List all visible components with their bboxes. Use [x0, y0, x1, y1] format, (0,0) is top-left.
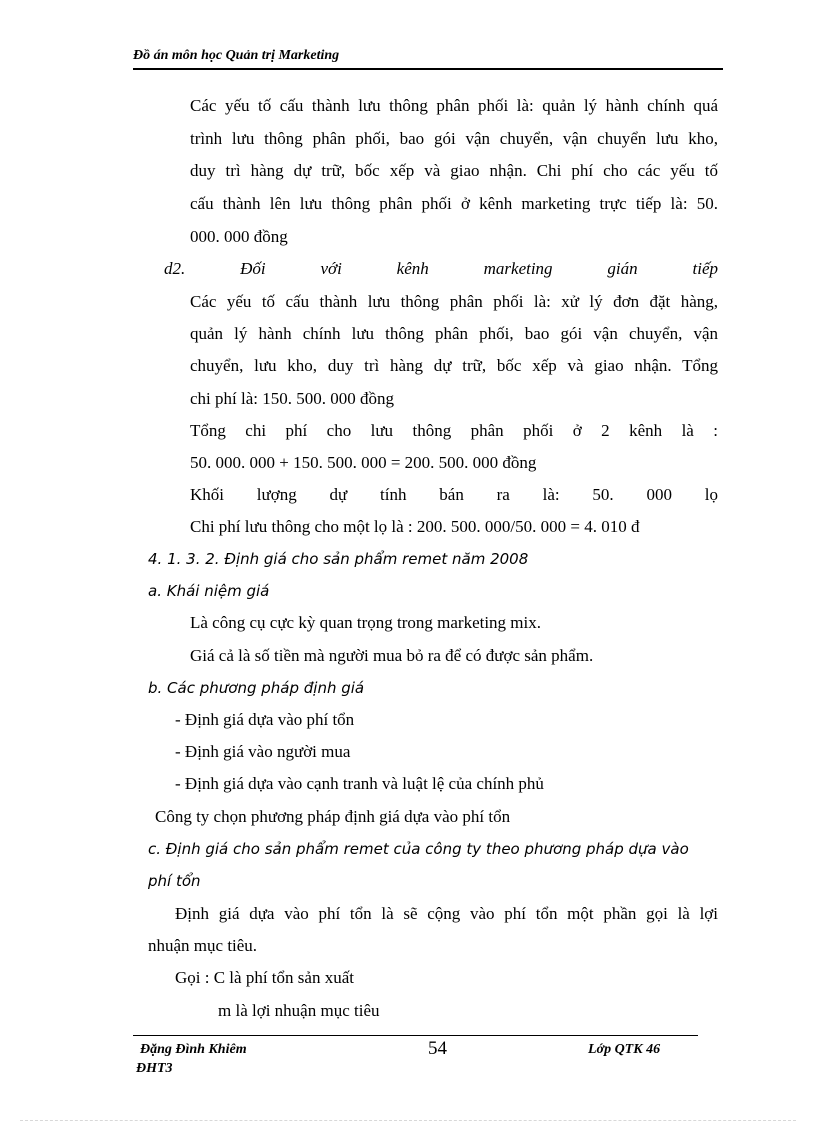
- paragraph-line: 000. 000 đồng: [190, 227, 288, 246]
- paragraph-line: Giá cả là số tiền mà người mua bỏ ra để có được sản phẩm.: [190, 646, 594, 665]
- paragraph-line: quản lý hành chính lưu thông phân phối, bao gói vận chuyển, vận: [190, 324, 718, 343]
- paragraph-line: chi phí là: 150. 500. 000 đồng: [190, 389, 394, 408]
- subsection-heading-cont: phí tổn: [148, 872, 201, 890]
- paragraph-line: Các yếu tố cấu thành lưu thông phân phối là: xử lý đơn đặt hàng,: [190, 292, 718, 311]
- list-item: - Định giá dựa vào cạnh tranh và luật lệ của chính phủ: [175, 774, 544, 793]
- footer-code: ĐHT3: [136, 1061, 173, 1076]
- list-item: - Định giá dựa vào phí tổn: [175, 710, 355, 729]
- paragraph-line: m là lợi nhuận mục tiêu: [218, 1001, 380, 1020]
- footer-author: Đặng Đình Khiêm: [140, 1042, 247, 1057]
- header-rule: [133, 68, 723, 70]
- subsection-heading: a. Khái niệm giá: [148, 582, 270, 600]
- paragraph-line: trình lưu thông phân phối, bao gói vận chuyển, vận chuyển lưu kho,: [190, 129, 718, 148]
- paragraph-line: Khối lượng dự tính bán ra là: 50. 000 lọ: [190, 485, 718, 504]
- running-header: Đồ án môn học Quản trị Marketing: [133, 48, 340, 63]
- paragraph-line: nhuận mục tiêu.: [148, 936, 258, 955]
- equation-line: 50. 000. 000 + 150. 500. 000 = 200. 500. 000 đồng: [190, 453, 537, 472]
- paragraph-line: duy trì hàng dự trữ, bốc xếp và giao nhận. Chi phí cho các yếu tố: [190, 161, 718, 180]
- subsection-heading: b. Các phương pháp định giá: [148, 679, 365, 697]
- section-heading: 4. 1. 3. 2. Định giá cho sản phẩm remet năm 2008: [148, 550, 529, 568]
- subsection-heading: c. Định giá cho sản phẩm remet của công ty theo phương pháp dựa vào: [148, 840, 689, 858]
- paragraph-line: cấu thành lên lưu thông phân phối ở kênh marketing trực tiếp là: 50.: [190, 194, 718, 213]
- footer-class: Lớp QTK 46: [588, 1042, 661, 1057]
- page-number: 54: [428, 1038, 447, 1059]
- paragraph-line: Định giá dựa vào phí tổn là sẽ cộng vào phí tổn một phần gọi là lợi: [175, 904, 718, 923]
- equation-line: Chi phí lưu thông cho một lọ là : 200. 500. 000/50. 000 = 4. 010 đ: [190, 517, 640, 536]
- footer-rule: [133, 1035, 698, 1036]
- paragraph-line: Tổng chi phí cho lưu thông phân phối ở 2 kênh là :: [190, 421, 718, 440]
- paragraph-line: Là công cụ cực kỳ quan trọng trong marketing mix.: [190, 613, 542, 632]
- paragraph-line: Công ty chọn phương pháp định giá dựa vào phí tổn: [155, 807, 511, 826]
- paragraph-line: Gọi : C là phí tổn sản xuất: [175, 968, 354, 987]
- paragraph-line: Các yếu tố cấu thành lưu thông phân phối là: quản lý hành chính quá: [190, 96, 718, 115]
- paragraph-line: chuyển, lưu kho, duy trì hàng dự trữ, bốc xếp và giao nhận. Tổng: [190, 356, 718, 375]
- page-edge: [20, 1120, 796, 1121]
- subsection-heading: d2. Đối với kênh marketing gián tiếp: [164, 259, 718, 278]
- list-item: - Định giá vào người mua: [175, 742, 351, 761]
